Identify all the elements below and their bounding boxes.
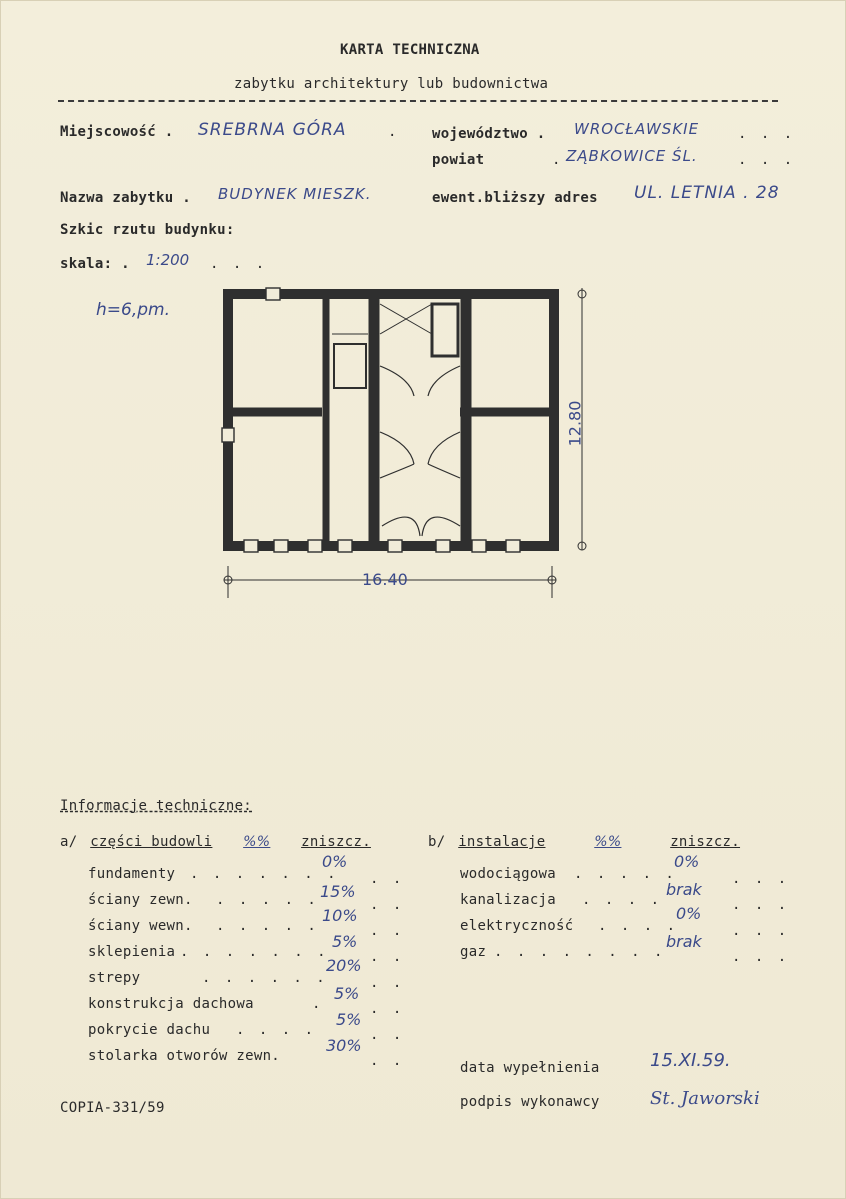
a-item-value: 5% — [336, 1010, 362, 1029]
a-item-dots: . . . . — [236, 1022, 317, 1038]
powiat-dot: . — [552, 152, 561, 168]
a-item-dots: . . . . . — [216, 918, 319, 934]
b-item-dots: . . . . . . . . — [494, 944, 666, 960]
powiat-value: ZĄBKOWICE ŚL. — [566, 147, 698, 165]
a-item-value: 15% — [320, 882, 356, 901]
a-item-value: 10% — [322, 906, 358, 925]
a-col3: zniszcz. — [301, 834, 371, 850]
a-item-value: 0% — [322, 852, 348, 871]
nazwa-value: BUDYNEK MIESZK. — [218, 185, 372, 203]
header-divider — [58, 100, 778, 102]
data-value: 15.XI.59. — [650, 1050, 731, 1071]
wojewodztwo-value: WROCŁAWSKIE — [574, 120, 700, 138]
b-header — [428, 834, 740, 850]
miejscowosc-label: Miejscowość . — [60, 124, 174, 140]
b-right-dots: . . . . . . . . . . . . — [732, 871, 790, 965]
powiat-dots: . . . — [738, 152, 796, 168]
b-item-value: 0% — [676, 904, 702, 923]
b-col3: zniszcz. — [670, 834, 741, 850]
document-code: COPIA-331/59 — [60, 1100, 165, 1116]
a-item-value: 30% — [326, 1036, 362, 1055]
a-item-label: pokrycie dachu — [88, 1022, 211, 1038]
b-item-label: gaz — [460, 944, 487, 960]
b-item-value: 0% — [674, 852, 700, 871]
b-item-dots: . . . . . — [574, 866, 677, 882]
wojewodztwo-label: województwo . — [432, 126, 546, 142]
adres-value: UL. LETNIA . 28 — [634, 183, 780, 203]
a-item-dots: . . . . . . — [202, 970, 328, 986]
skala-dots: . . . — [210, 256, 268, 272]
data-label: data wypełnienia — [460, 1060, 600, 1076]
skala-value: 1:200 — [146, 251, 190, 269]
a-right-dots: . . . . . . . . . . . . . . . . — [370, 871, 405, 1069]
a-item-label: fundamenty — [88, 866, 176, 882]
a-item-dots: . — [312, 996, 324, 1012]
b-item-label: elektryczność — [460, 918, 574, 934]
nazwa-label: Nazwa zabytku . — [60, 190, 191, 206]
a-item-value: 20% — [326, 956, 362, 975]
dimension-height: 12.80 — [565, 400, 585, 447]
a-item-value: 5% — [332, 932, 358, 951]
b-col2: %% — [594, 834, 622, 850]
wojewodztwo-dots: . . . — [738, 126, 796, 142]
floor-plan-sketch — [210, 268, 610, 608]
document-subtitle: zabytku architektury lub budownictwa — [234, 76, 549, 92]
document-title: KARTA TECHNICZNA — [340, 42, 480, 58]
szkic-label: Szkic rzutu budynku: — [60, 222, 235, 238]
b-item-dots: . . . . — [598, 918, 679, 934]
a-item-dots: . . . . . . . — [180, 944, 329, 960]
powiat-label: powiat — [432, 152, 485, 168]
b-prefix: b/ — [428, 834, 446, 850]
adres-label: ewent.bliższy adres — [432, 190, 598, 206]
height-note: h=6,pm. — [96, 300, 170, 320]
a-item-label: konstrukcja dachowa — [88, 996, 254, 1012]
a-item-label: sklepienia — [88, 944, 176, 960]
a-prefix: a/ — [60, 834, 78, 850]
tech-heading: Informacje techniczne: — [60, 798, 253, 814]
a-item-label: ściany zewn. — [88, 892, 193, 908]
a-item-label: stolarka otworów zewn. — [88, 1048, 281, 1064]
miejscowosc-value: SREBRNA GÓRA — [198, 120, 347, 140]
a-col1: części budowli — [90, 834, 213, 850]
b-col1: instalacje — [458, 834, 546, 850]
miejscowosc-dots: . — [388, 124, 400, 140]
a-col2: %% — [243, 834, 271, 850]
dimension-width: 16.40 — [362, 570, 408, 589]
a-item-label: strepy — [88, 970, 141, 986]
b-item-label: kanalizacja — [460, 892, 557, 908]
a-item-value: 5% — [334, 984, 360, 1003]
a-item-dots: . . . . . — [216, 892, 319, 908]
signature: St. Jaworski — [650, 1088, 760, 1109]
b-item-dots: . . . . — [582, 892, 663, 908]
a-item-dots: . . . . . . . — [190, 866, 339, 882]
b-item-value: brak — [666, 932, 702, 951]
b-item-label: wodociągowa — [460, 866, 557, 882]
a-header — [60, 834, 371, 850]
b-item-value: brak — [666, 880, 702, 899]
podpis-label: podpis wykonawcy — [460, 1094, 600, 1110]
a-item-label: ściany wewn. — [88, 918, 193, 934]
skala-label: skala: . — [60, 256, 130, 272]
